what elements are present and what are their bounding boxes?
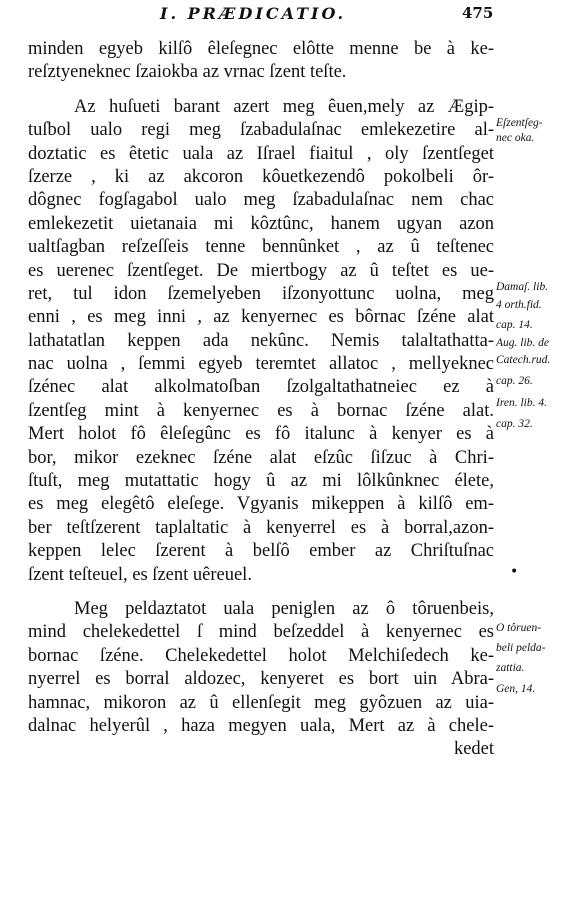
paragraph-gap: [28, 587, 494, 598]
margin-note: cap. 26.: [496, 375, 533, 387]
text-line: ſtuſt, meg mutattatic hogy û az mi lôlkûnknec élete,: [28, 471, 494, 492]
text-line: keppen lelec ſzerent à belſô ember az Chriſtuſnac: [28, 541, 494, 562]
text-line: Az huſueti barant azert meg êuen,mely az Ægip-: [74, 96, 494, 117]
margin-note: beli pelda-: [496, 642, 546, 654]
text-line: es uerenec ſzentſeget. De miertbogy az û teſtet es ue-: [28, 260, 494, 281]
margin-dot: •: [510, 564, 519, 580]
text-line: ſzénec alat alkolmatoſban ſzolgaltathatneiec ez à: [28, 377, 494, 398]
margin-note: Catech.rud.: [496, 354, 551, 366]
text-line: emlekezetit uietanaia mi kôztûnc, hanem ugyan azon: [28, 213, 494, 234]
margin-note: Eſzentſeg-: [496, 117, 543, 129]
text-line: minden egyeb kilſô êleſegnec elôtte menne be à ke-: [28, 39, 494, 59]
page-number: 475: [462, 4, 494, 22]
text-line: ber teſtſzerent taplaltatic à kenyerrel es à borral,azon-: [28, 517, 494, 538]
margin-note: Damaſ. lib.: [496, 281, 549, 293]
text-line: ualtſagban reſzeſſeis tenne bennûnket , az û teſtenec: [28, 237, 494, 258]
margin-note: cap. 14.: [496, 319, 533, 331]
paragraph-gap: [28, 85, 494, 96]
text-line: ret, tul idon ſzemelyeben iſzonyottunc uolna, meg: [28, 283, 494, 304]
running-header: [0, 4, 585, 30]
text-line: nac uolna , ſemmi egyeb teremtet allatoc , mellyeknec: [28, 354, 494, 375]
text-line: ſzerze , ki az akcoron kôuetkezendô pokolbeli ôr-: [28, 166, 494, 187]
text-line: ſzentſeg mint à kenyernec es à bornac ſzéne alat.: [28, 400, 494, 421]
margin-note: Iren. lib. 4.: [496, 397, 547, 409]
text-line: bornac ſzéne. Chelekedettel holot Melchiſedech ke-: [28, 645, 494, 666]
margin-note: nec oka.: [496, 132, 535, 144]
margin-note: cap. 32.: [496, 418, 533, 430]
text-line: nyerrel es borral aldozec, kenyeret es bort uin Abra-: [28, 669, 494, 690]
text-line: dalnac helyerûl , haza megyen uala, Mert az à chele-: [28, 715, 494, 736]
margin-note: zattia.: [496, 662, 525, 674]
text-line: enni , es meg inni , az kenyernec es bôrnac ſzéne alat: [28, 307, 494, 328]
text-line: mind chelekedettel ſ mind beſzeddel à kenyernec es: [28, 622, 494, 643]
text-line: tuſbol ualo regi meg ſzabadulaſnac emlekezetire al-: [28, 120, 494, 141]
text-line: bor, mikor ezeknec ſzéne alat eſzûc ſiſzuc à Chri-: [28, 447, 494, 468]
catchword: kedet: [453, 739, 494, 760]
text-line: reſztyeneknec ſzaiokba az vrnac ſzent teſte.: [28, 62, 347, 83]
margin-note: Gen, 14.: [496, 683, 536, 695]
text-line: dôgnec fogſagabol ualo meg ſzabadulaſnac nem chac: [28, 190, 494, 211]
text-line: lathatatlan keppen ada nekûnc. Nemis talaltathatta-: [28, 330, 494, 351]
main-text: [28, 38, 494, 762]
text-line: Mert holot fô êleſegûnc es fô italunc à kenyer es à: [28, 424, 494, 445]
text-line: doztatic es êtetic uala az Iſrael fiaitul , oly ſzentſeget: [28, 143, 494, 164]
text-line: hamnac, mikoron az û ellenſegit meg gyôzuen az uia-: [28, 692, 494, 713]
running-title: I. PRÆDICATIO.: [160, 4, 347, 23]
margin-note: O tôruen-: [496, 622, 542, 634]
margin-note: 4 orth.fid.: [496, 299, 542, 311]
text-line: es meg elegêtô eleſege. Vgyanis mikeppen à kilſô em-: [28, 494, 494, 515]
text-line: Meg peldaztatot uala peniglen az ô tôruenbeis,: [74, 598, 494, 619]
margin-note: Aug. lib. de: [496, 337, 550, 349]
text-line: ſzent teſteuel, es ſzent uêreuel.: [28, 564, 252, 585]
